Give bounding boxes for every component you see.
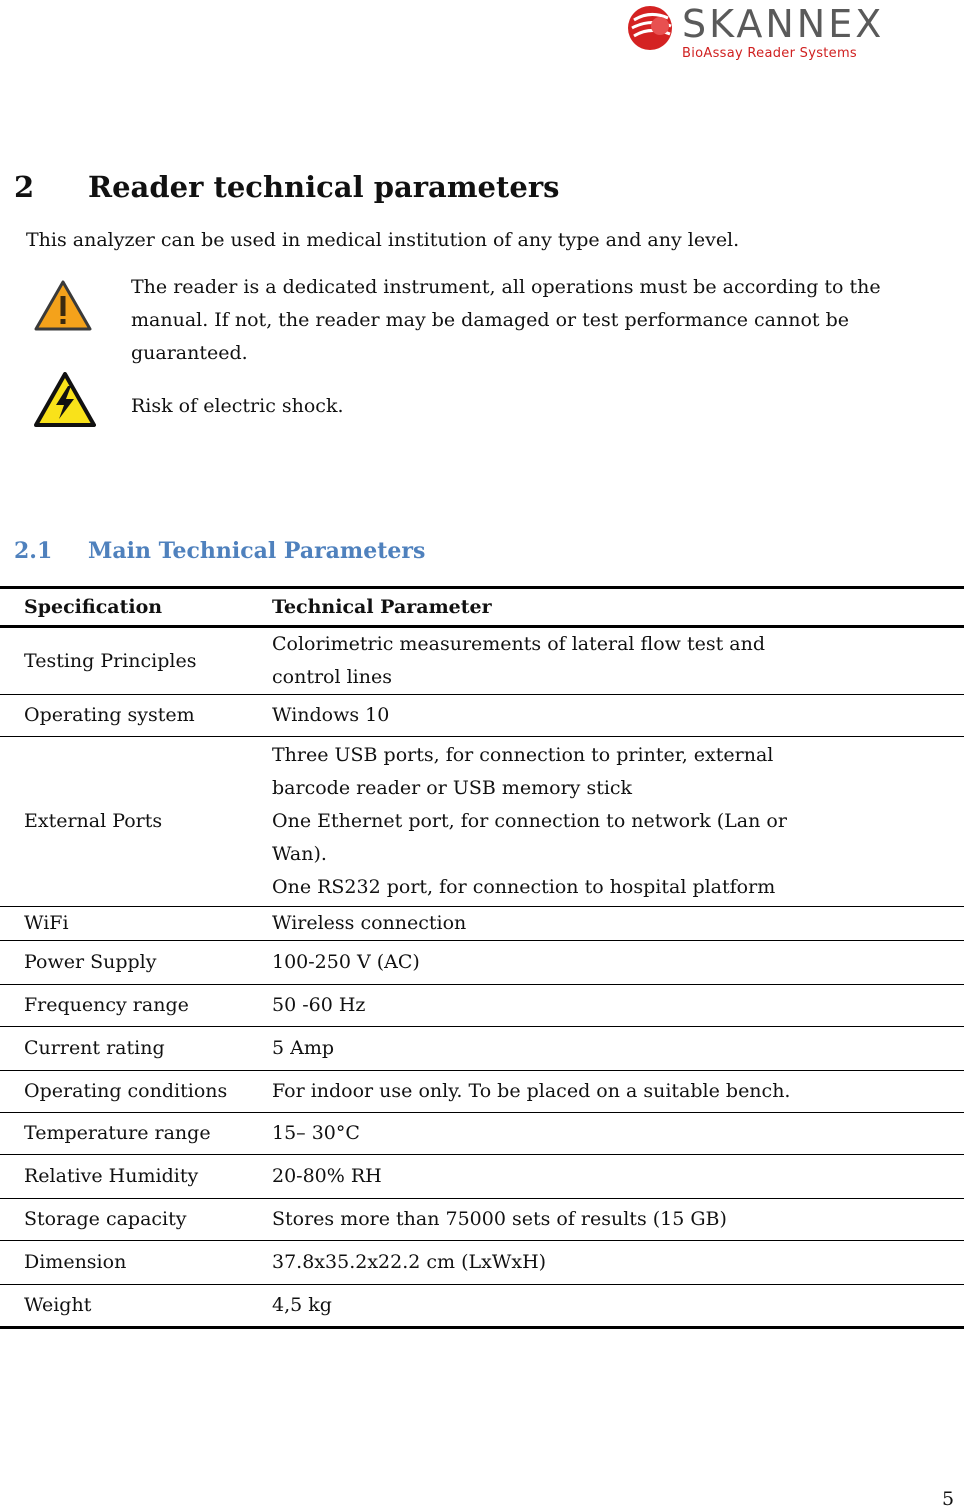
table-row — [0, 1071, 964, 1113]
specification-cell: Frequency range — [0, 985, 272, 1027]
parameter-line: 4,5 kg — [272, 1294, 332, 1316]
parameter-line: One Ethernet port, for connection to network (Lan or — [272, 810, 787, 832]
specification-cell: Operating conditions — [0, 1071, 272, 1113]
parameter-line: 100-250 V (AC) — [272, 951, 420, 973]
header-technical-parameter: Technical Parameter — [272, 588, 964, 627]
parameter-line: 37.8x35.2x22.2 cm (LxWxH) — [272, 1251, 547, 1273]
intro-paragraph: This analyzer can be used in medical institution of any type and any level. — [26, 229, 740, 251]
table-row — [0, 627, 964, 695]
parameter-line: barcode reader or USB memory stick — [272, 777, 633, 799]
parameter-cell — [272, 1027, 964, 1071]
warning-triangle-icon — [34, 280, 92, 336]
table-row — [0, 1113, 964, 1155]
table-row — [0, 1199, 964, 1241]
parameter-cell — [272, 1155, 964, 1199]
parameter-cell — [272, 737, 964, 907]
parameter-cell — [272, 907, 964, 941]
parameter-line: 15– 30°C — [272, 1122, 360, 1144]
table-body — [0, 627, 964, 1328]
parameter-line: 5 Amp — [272, 1037, 335, 1059]
logo-name: SKANNEX — [682, 2, 885, 46]
logo-tagline: BioAssay Reader Systems — [682, 46, 858, 61]
parameter-line: Stores more than 75000 sets of results (15 GB) — [272, 1208, 727, 1230]
parameter-line: Wireless connection — [272, 912, 467, 934]
specification-cell: Temperature range — [0, 1113, 272, 1155]
parameter-line: Colorimetric measurements of lateral flow test and — [272, 633, 765, 655]
table-row — [0, 737, 964, 907]
specification-cell: Current rating — [0, 1027, 272, 1071]
page-number: 5 — [942, 1488, 955, 1510]
warning-text: The reader is a dedicated instrument, all operations must be according to the manual. If not, the reader may be damaged or test performance cannot be guaranteed. — [131, 276, 881, 364]
parameter-line: 20-80% RH — [272, 1165, 382, 1187]
table-row — [0, 985, 964, 1027]
parameter-line: One RS232 port, for connection to hospital platform — [272, 876, 776, 898]
subsection-heading — [14, 538, 425, 564]
parameter-cell — [272, 1285, 964, 1328]
parameter-line: Wan). — [272, 843, 327, 865]
parameter-line: Windows 10 — [272, 704, 390, 726]
specification-cell: Relative Humidity — [0, 1155, 272, 1199]
parameter-cell — [272, 1241, 964, 1285]
parameter-cell — [272, 1071, 964, 1113]
header-specification: Specification — [0, 588, 272, 627]
table-row — [0, 695, 964, 737]
parameter-cell — [272, 1199, 964, 1241]
electric-shock-icon — [34, 372, 96, 432]
parameter-line: Three USB ports, for connection to printer, external — [272, 744, 774, 766]
specification-cell: Dimension — [0, 1241, 272, 1285]
section-title: Reader technical parameters — [88, 170, 560, 204]
skannex-logo-icon — [626, 2, 678, 54]
specification-cell: Operating system — [0, 695, 272, 737]
section-heading — [14, 170, 559, 204]
parameter-line: control lines — [272, 666, 392, 688]
specification-cell: Power Supply — [0, 941, 272, 985]
shock-warning-text: Risk of electric shock. — [131, 395, 344, 417]
parameter-cell — [272, 627, 964, 695]
specification-cell: Testing Principles — [0, 627, 272, 695]
table-row — [0, 1285, 964, 1328]
subsection-title: Main Technical Parameters — [88, 538, 426, 564]
parameter-line: 50 -60 Hz — [272, 994, 366, 1016]
parameter-cell — [272, 985, 964, 1027]
table-row — [0, 1027, 964, 1071]
parameter-cell — [272, 695, 964, 737]
parameter-line: For indoor use only. To be placed on a suitable bench. — [272, 1080, 791, 1102]
specification-cell: Storage capacity — [0, 1199, 272, 1241]
parameter-cell — [272, 1113, 964, 1155]
parameter-cell — [272, 941, 964, 985]
specification-cell: Weight — [0, 1285, 272, 1328]
table-header-row — [0, 588, 964, 627]
technical-parameters-table — [0, 586, 964, 1329]
table-row — [0, 1155, 964, 1199]
specification-cell: WiFi — [0, 907, 272, 941]
table-row — [0, 1241, 964, 1285]
table-row — [0, 941, 964, 985]
table-row — [0, 907, 964, 941]
section-number: 2 — [14, 170, 35, 204]
specification-cell: External Ports — [0, 737, 272, 907]
subsection-number: 2.1 — [14, 538, 53, 564]
company-logo — [626, 0, 958, 66]
